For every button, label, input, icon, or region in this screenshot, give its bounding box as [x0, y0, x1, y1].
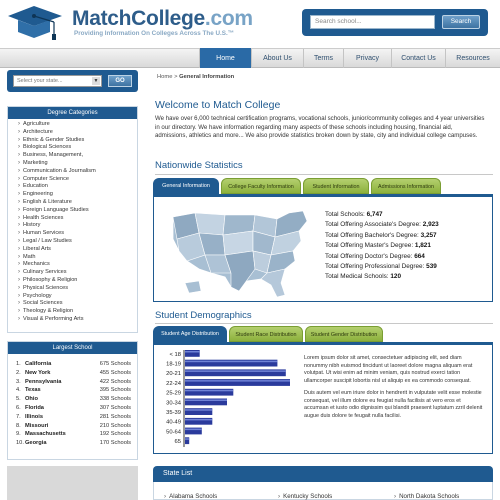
stat-row [325, 272, 439, 282]
category-link[interactable]: › Agriculture [18, 121, 137, 129]
chart-category-label: 40-49 [166, 419, 181, 426]
category-link[interactable]: › Ethnic & Gender Studies [18, 137, 137, 145]
breadcrumb-home[interactable]: Home [157, 74, 173, 80]
largest-school-row[interactable] [8, 422, 137, 431]
category-link[interactable]: › Math [18, 254, 137, 262]
chart-category-label: 18-19 [166, 361, 181, 368]
tab-student-gender-distribution[interactable]: Student Gender Distribution [305, 326, 383, 342]
divider [155, 323, 493, 324]
chart-bar-highlight [185, 409, 212, 411]
stat-label: Total Offering Associate's Degree: [325, 221, 421, 229]
chart-bar-highlight [185, 390, 233, 392]
chart-category-label: 65 [174, 439, 181, 446]
category-link[interactable]: › Legal / Law Studies [18, 238, 137, 246]
chart-category-label: 22-24 [166, 380, 181, 387]
description-paragraph-1: Lorem ipsum dolor sit amet, consectetuer adipiscing elit, sed diam nonummy nibh euismod tincidunt ut laoreet dolore magna aliquam erat volutpat. Ut wisi enim ad minim veniam, quis nostrud exerci tation ullamcorper suscipit lobortis nisl ut aliquip ex ea commodo consequat. [304, 355, 473, 384]
chart-bar-highlight [185, 419, 212, 421]
category-link[interactable]: › Education [18, 183, 137, 191]
nav-resources[interactable]: Resources [445, 49, 500, 68]
school-rank: 10. [16, 440, 24, 447]
school-state[interactable]: Pennsylvania [25, 378, 62, 385]
stat-value: 664 [414, 252, 425, 260]
chart-category-label: 30-34 [166, 400, 181, 407]
category-link[interactable]: › English & Literature [18, 199, 137, 207]
stat-label: Total Offering Master's Degree: [325, 242, 414, 250]
category-list [8, 119, 137, 324]
divider [155, 174, 493, 175]
school-rank: 2. [16, 369, 21, 376]
largest-school-row[interactable] [8, 386, 137, 395]
chevron-down-icon: ▼ [93, 78, 99, 84]
state-list-title: State List [153, 466, 493, 482]
chart-category-label: 35-39 [166, 410, 181, 416]
chart-bar-highlight [185, 370, 286, 372]
stat-value: 2,923 [422, 221, 439, 229]
category-link[interactable]: › Culinary Services [18, 269, 137, 277]
stat-value: 6,747 [366, 211, 383, 218]
category-link[interactable]: › Biological Sciences [18, 144, 137, 152]
stat-row [325, 262, 439, 272]
nationwide-tabs [153, 178, 493, 194]
largest-school-row[interactable] [8, 360, 137, 369]
stat-row [325, 252, 439, 262]
nav-contact-us[interactable]: Contact Us [391, 49, 445, 68]
site-logo-text[interactable]: MatchCollege.com [72, 7, 253, 30]
chart-bar-highlight [185, 429, 202, 431]
school-count: 455 Schools [99, 369, 131, 376]
site-tagline: Providing Information On Colleges Across The U.S.™ [74, 30, 235, 37]
category-link[interactable]: › Communication & Journalism [18, 168, 137, 176]
graduation-cap-icon [6, 4, 64, 44]
school-state[interactable]: Florida [25, 404, 44, 411]
stat-label: Total Offering Doctor's Degree: [325, 252, 413, 260]
largest-school-title: Largest School [8, 342, 137, 354]
category-link[interactable]: › Architecture [18, 129, 137, 137]
school-state[interactable]: Ohio [25, 396, 38, 403]
school-count: 675 Schools [99, 361, 131, 367]
category-link[interactable]: › Human Services [18, 230, 137, 238]
school-count: 210 Schools [99, 422, 131, 429]
search-button[interactable]: Search [442, 15, 480, 29]
school-rank: 7. [16, 413, 21, 420]
school-count: 192 Schools [99, 431, 131, 438]
school-count: 422 Schools [99, 378, 131, 385]
category-link[interactable]: › Marketing [18, 160, 137, 168]
largest-school-row[interactable] [8, 404, 137, 413]
largest-school-row[interactable] [8, 430, 137, 439]
sidebar-ad-placeholder [7, 466, 138, 500]
chart-category-label: < 18 [169, 351, 181, 358]
us-map-image [165, 203, 315, 298]
demographics-tabs [153, 326, 493, 342]
school-rank: 9. [16, 431, 21, 438]
nationwide-stats-list [325, 210, 439, 283]
category-link[interactable]: › Health Sciences [18, 215, 137, 223]
stat-row [325, 220, 439, 230]
category-link[interactable]: › Foreign Language Studies [18, 207, 137, 215]
school-rank: 3. [16, 378, 21, 385]
school-state[interactable]: California [25, 361, 52, 367]
demographics-description [304, 355, 486, 420]
tab-general-information[interactable]: General Information [153, 178, 219, 194]
stat-row [325, 210, 439, 220]
school-state[interactable]: Texas [25, 387, 41, 394]
school-count: 395 Schools [99, 387, 131, 394]
chart-bar-highlight [185, 438, 189, 440]
school-state[interactable]: Massachusetts [25, 431, 66, 438]
search-box [302, 9, 488, 36]
chart-bar-highlight [185, 351, 200, 353]
chart-bar-highlight [185, 400, 227, 402]
tab-college-faculty-information[interactable]: College Faculty Information [221, 178, 301, 194]
go-button[interactable]: GO [108, 75, 132, 87]
school-count: 307 Schools [99, 404, 131, 411]
school-state[interactable]: Missouri [25, 422, 49, 429]
school-state[interactable]: Georgia [25, 440, 47, 447]
nav-home[interactable]: Home [199, 48, 251, 68]
school-rank: 1. [16, 361, 21, 367]
state-list [153, 482, 493, 500]
tab-admissions-information[interactable]: Admissions Information [371, 178, 441, 194]
school-count: 170 Schools [99, 440, 131, 447]
nav-privacy[interactable]: Privacy [343, 49, 391, 68]
chart-category-label: 50-64 [166, 429, 181, 436]
largest-school-row[interactable] [8, 369, 137, 378]
welcome-text: We have over 6,000 technical certification programs, vocational schools, junior/community colleges and 4 year universities in our directory. We have information regarding many aspects of these schools including housing, financial aid, admissions, athletics and more... We also provide statistics broken down by state, city and individual college campuses. [155, 115, 485, 140]
category-link[interactable]: › Computer Science [18, 176, 137, 184]
stat-value: 120 [390, 273, 402, 281]
stat-row [325, 231, 439, 241]
stat-value: 3,257 [420, 231, 437, 239]
school-count: 338 Schools [99, 396, 131, 403]
largest-school-panel [7, 341, 138, 460]
search-input[interactable]: Search school... [310, 15, 435, 29]
degree-categories-panel [7, 106, 138, 333]
degree-categories-title: Degree Categories [8, 107, 137, 119]
category-link[interactable]: › Theology & Religion [18, 308, 137, 316]
largest-school-list [8, 354, 137, 448]
description-paragraph-2: Duis autem vel eum iriure dolor in hendrerit in vulputate velit esse molestie consequat, vel illum dolore eu feugiat nulla facilisis at vero eros et accumsan et iusto odio dignissim qui blandit praesent luptatum zzril delenit augue duis dolore te feugait nulla facilisi. [304, 390, 483, 419]
site-header [0, 0, 500, 48]
category-link[interactable]: › Philosophy & Religion [18, 277, 137, 285]
stat-label: Total Offering Professional Degree: [325, 263, 425, 271]
state-link-alabama[interactable]: › Alabama Schools [164, 493, 217, 500]
chart-category-label: 20-21 [166, 371, 181, 378]
category-link[interactable]: › History [18, 222, 137, 230]
stat-label: Total Schools: [325, 211, 365, 218]
school-count: 281 Schools [99, 413, 131, 420]
state-select[interactable]: Select your state... ▼ [13, 75, 102, 87]
category-link[interactable]: › Social Sciences [18, 300, 137, 308]
nav-about-us[interactable]: About Us [251, 49, 303, 68]
main-nav [0, 48, 500, 68]
page-title: Welcome to Match College [155, 99, 281, 111]
nationwide-statistics-title: Nationwide Statistics [155, 160, 243, 171]
largest-school-row[interactable] [8, 395, 137, 404]
chart-category-label: 25-29 [166, 390, 181, 397]
stat-row [325, 241, 439, 251]
category-link[interactable]: › Liberal Arts [18, 246, 137, 254]
stat-label: Total Offering Bachelor's Degree: [325, 231, 419, 239]
school-rank: 5. [16, 396, 21, 403]
school-rank: 4. [16, 387, 21, 394]
age-distribution-chart [158, 348, 298, 448]
school-rank: 8. [16, 422, 21, 429]
category-link[interactable]: › Mechanics [18, 261, 137, 269]
tab-student-information[interactable]: Student Information [303, 178, 369, 194]
breadcrumb-current: General Information [179, 74, 235, 80]
largest-school-row[interactable] [8, 413, 137, 422]
chart-bar-highlight [185, 361, 277, 363]
school-state[interactable]: Illinois [25, 413, 44, 420]
category-link[interactable]: › Physical Sciences [18, 285, 137, 293]
stat-label: Total Medical Schools: [325, 273, 389, 281]
breadcrumb: Home > General Information [157, 74, 235, 80]
category-link[interactable]: › Engineering [18, 191, 137, 199]
largest-school-row[interactable] [8, 378, 137, 387]
stat-value: 1,821 [414, 242, 431, 250]
school-state[interactable]: New York [25, 369, 51, 376]
category-link[interactable]: › Visual & Performing Arts [18, 316, 137, 324]
nav-terms[interactable]: Terms [303, 49, 343, 68]
student-demographics-title: Student Demographics [155, 310, 252, 321]
stat-value: 539 [426, 263, 437, 271]
state-link-kentucky[interactable]: › Kentucky Schools [278, 493, 332, 500]
school-rank: 6. [16, 404, 21, 411]
largest-school-row[interactable] [8, 439, 137, 448]
category-link[interactable]: › Psychology [18, 293, 137, 301]
chart-bar-highlight [185, 380, 290, 382]
tab-student-race-distribution[interactable]: Student Race Distribution [229, 326, 303, 342]
tab-student-age-distribution[interactable]: Student Age Distribution [153, 326, 227, 342]
state-link-north-dakota[interactable]: › North Dakota Schools [394, 493, 459, 500]
category-link[interactable]: › Business, Management, [18, 152, 137, 160]
state-selector-bar [7, 70, 138, 92]
